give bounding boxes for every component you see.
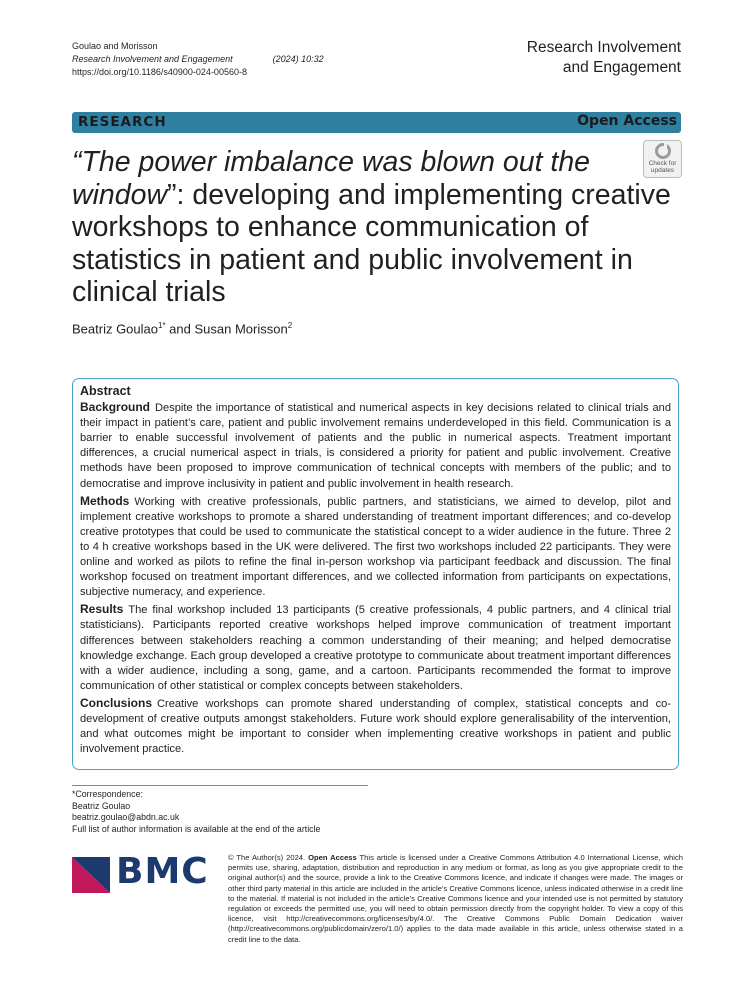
journal-masthead <box>527 38 681 78</box>
license-statement <box>228 853 683 945</box>
abstract-box <box>72 378 679 770</box>
abstract-section-label: Methods <box>80 493 130 508</box>
abstract-section-label: Results <box>80 602 124 617</box>
check-for-updates-line1: Check for <box>648 160 677 167</box>
header-journal-name: Research Involvement and Engagement <box>72 54 233 64</box>
header-journal-citation <box>72 53 324 66</box>
author-affiliation-marker: 1* <box>158 321 166 330</box>
license-text: This article is licensed under a Creative Commons Attribution 4.0 International License, which permits use, sharing, adaptation, distribution and reproduction in any medium or format, as long as you give appropriate credit to the original author(s) and the source, provide a link to the Creative Commons licence, and indicate if changes were made. The images or other third party material in this article are included in the article’s Creative Commons licence, unless indicated otherwise in a credit line to the material. If material is not included in the article’s Creative Commons licence and your intended use is not permitted by statutory regulation or exceeds the permitted use, you will need to obtain permission directly from the copyright holder. To view a copy of this licence, visit http://creativecommons.org/licenses/by/4.0/. The Creative Commons Public Domain Dedication waiver (http://creativecommons.org/publicdomain/zero/1.0/) applies to the data made available in this article, unless otherwise stated in a credit line to the data. <box>228 853 683 944</box>
abstract-conclusions <box>80 696 671 757</box>
article-title-rest: ”: developing and implementing creative workshops to enhance communication of statistics in patient and public involvement in clinical trials <box>72 178 671 308</box>
header-year-volume: (2024) 10:32 <box>272 54 324 64</box>
abstract-section-label: Conclusions <box>80 695 153 710</box>
license-copyright: © The Author(s) 2024. <box>228 853 309 862</box>
article-type-banner <box>72 112 681 133</box>
journal-masthead-line1: Research Involvement <box>526 39 681 56</box>
author-info-note: Full list of author information is available at the end of the article <box>72 823 321 834</box>
journal-masthead-line2: and Engagement <box>562 59 681 76</box>
footnote-divider <box>72 785 368 786</box>
correspondence-email-link[interactable]: beatriz.goulao@abdn.ac.uk <box>72 812 180 822</box>
author-joiner: and <box>165 321 195 337</box>
abstract-section-label: Background <box>80 400 151 415</box>
publisher-logo <box>72 851 212 895</box>
header-doi-link[interactable]: https://doi.org/10.1186/s40900-024-00560-8 <box>72 67 247 77</box>
abstract-heading: Abstract <box>80 384 131 398</box>
license-open-access-label: Open Access <box>308 853 357 862</box>
running-header <box>72 40 324 79</box>
abstract-section-text: The final workshop included 13 participants (5 creative professionals, 4 public partners, and 4 clinical trial statisticians). Participants reported creative workshops helped improve communication of treatment important differences between stakeholders reaching a common understanding of their meaning; and helped democratise knowledge exchange. Each group developed a creative prototype to communicate about treatment important differences with a wider audience, including a song, game, and a cartoon. Participants recommended the format to improve communication of other statistical or complex concepts between stakeholders. <box>80 604 671 692</box>
correspondence-label: *Correspondence: <box>72 789 143 799</box>
open-access-label: Open Access <box>577 113 677 129</box>
abstract-section-text: Working with creative professionals, public partners, and statisticians, we aimed to develop, pilot and implement creative workshops to promote a shared understanding of treatment important differences; and co-develop creative prototypes that could be used to communicate the statistical concept to a wider audience in the future. Three 2 to 4 h creative workshops based in the UK were delivered. The first two workshops included 22 participants. They were online and worked as pilots to refine the final in-person workshop via participant feedback and discussion. The final workshop focused on treatment important differences, and we collected information from participants on expectations, subjective numeracy, and experience. <box>80 495 671 599</box>
correspondence-footnote <box>72 789 320 835</box>
abstract-methods <box>80 494 671 601</box>
author-name: Susan Morisson <box>194 321 288 337</box>
correspondence-name: Beatriz Goulao <box>72 800 131 811</box>
article-title <box>72 146 692 309</box>
bmc-logo-icon <box>72 857 110 893</box>
article-title-quote: “The power imbalance was blown out the window <box>72 146 591 211</box>
header-authors: Goulao and Morisson <box>72 41 158 51</box>
publisher-logo-wordmark: BMC <box>116 851 209 892</box>
article-type-label: RESEARCH <box>78 114 167 130</box>
author-name: Beatriz Goulao <box>72 321 158 337</box>
abstract-section-text: Creative workshops can promote shared understanding of complex, statistical concepts and co-development of creative outputs amongst stakeholders. Future work should explore generalisability of the intervention, and what outcomes might be important to consider when implementing creative workshops in patient and public involvement practice. <box>80 697 671 756</box>
abstract-section-text: Despite the importance of statistical and numerical aspects in key decisions related to clinical trials and their impact in patient’s care, patient and public involvement remains underdeveloped in this field. Communication is a barrier to enable successful involvement of patients and the public in numerical aspects. Treatment important differences, a crucial numerical aspect in trials, is considered a priority for patient and public involvement. Creative methods have been proposed to improve communication of technical concepts with members of the public; and to democratise and improve inclusivity in patient and public involvement in health research. <box>80 402 671 490</box>
abstract-results <box>80 602 671 694</box>
author-affiliation-marker: 2 <box>287 321 293 330</box>
check-for-updates-line2: updates <box>650 167 675 174</box>
abstract-background <box>80 400 671 492</box>
author-list <box>72 321 292 336</box>
